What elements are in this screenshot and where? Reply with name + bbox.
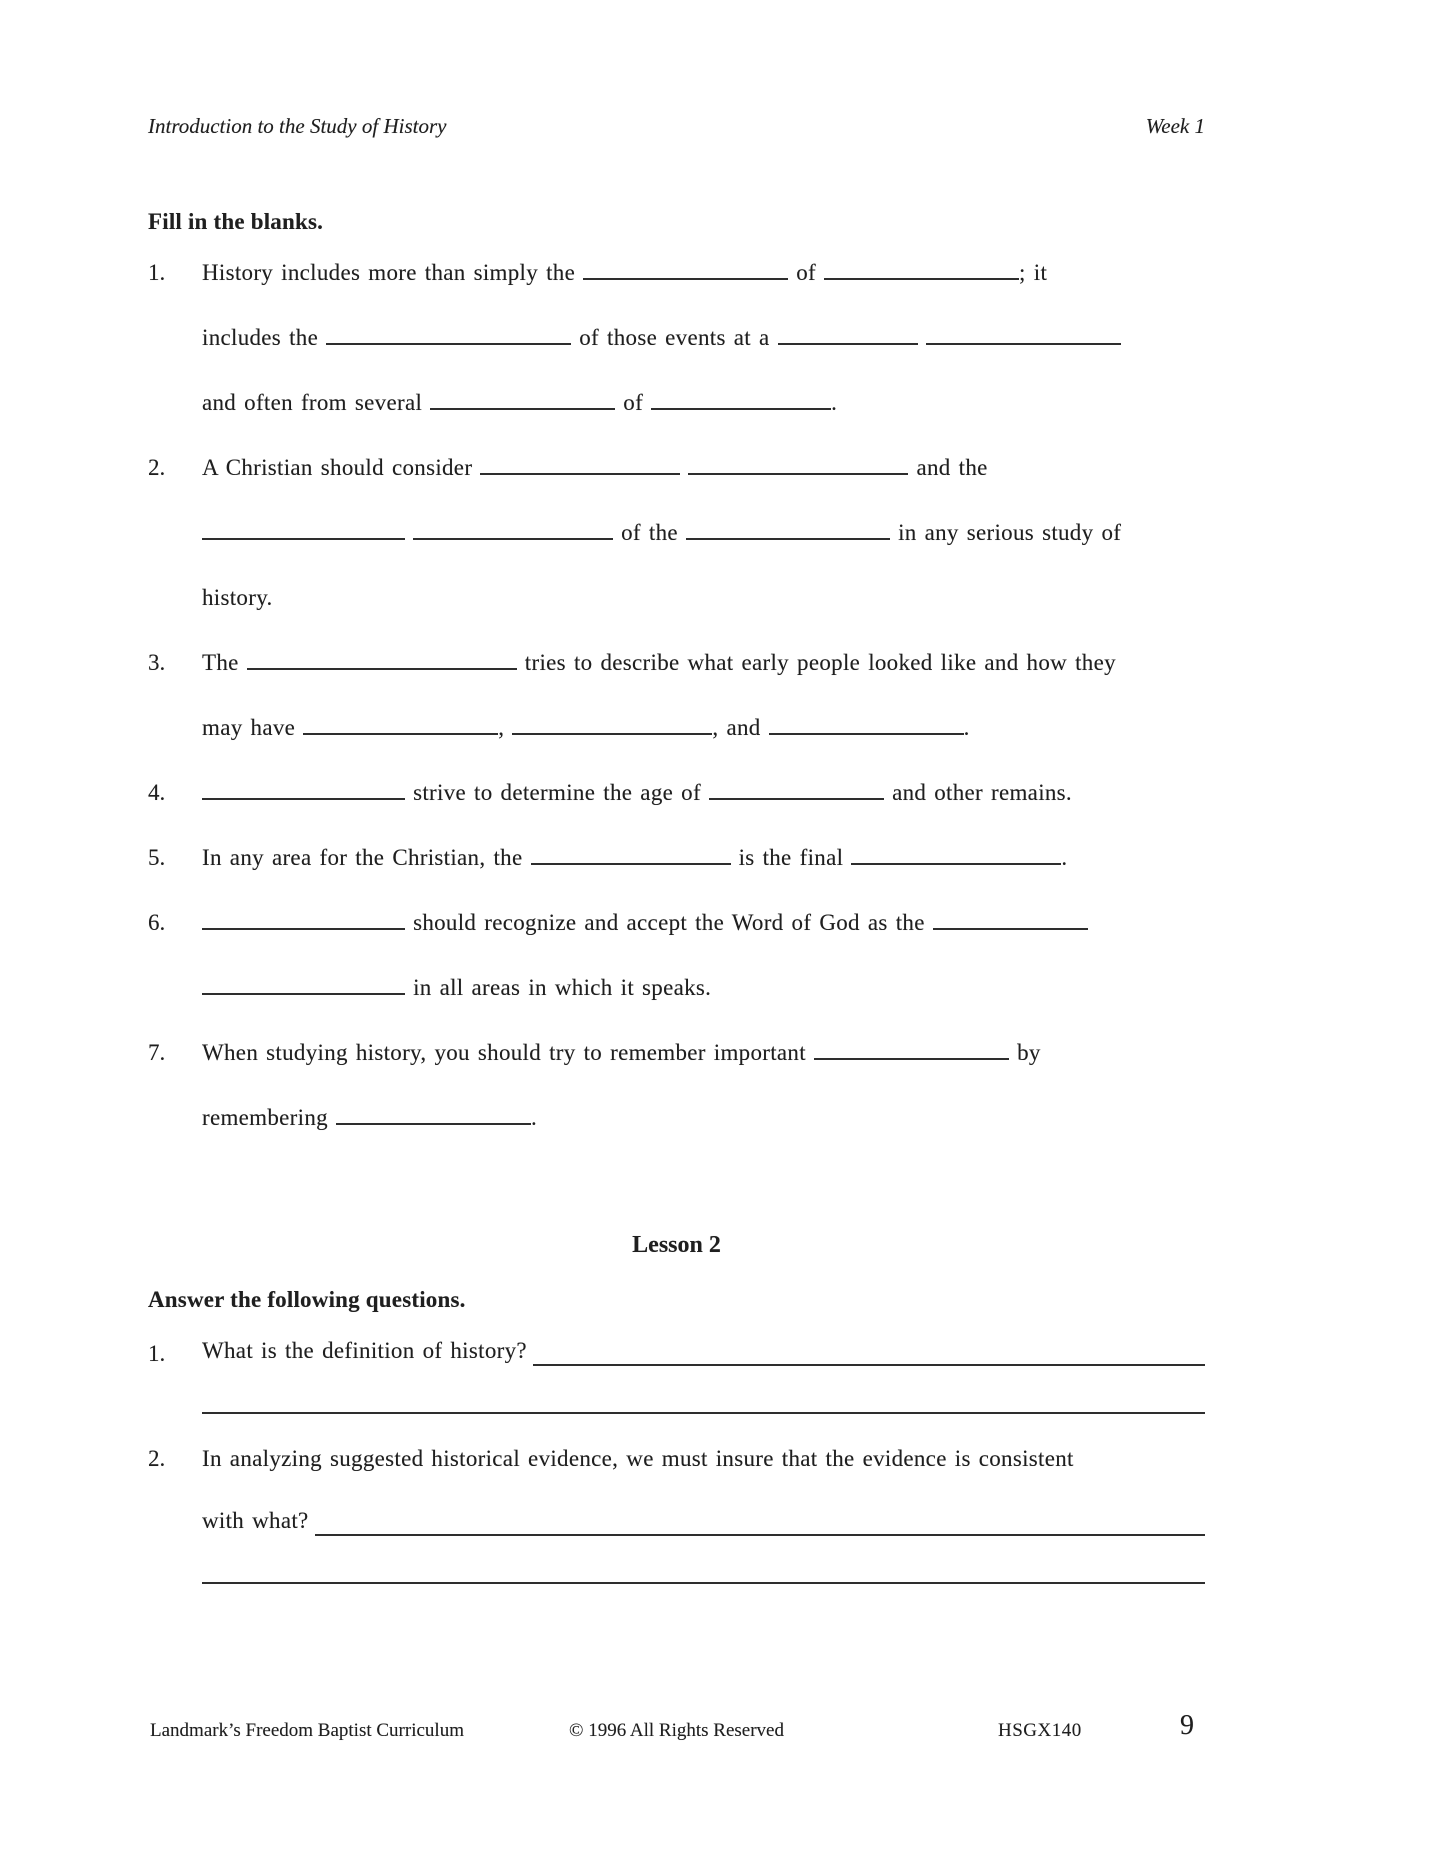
question-text: When studying history, you should try to remember important <box>202 1040 806 1065</box>
fill-in-blank <box>202 967 405 995</box>
fill-in-questions <box>148 240 1205 1150</box>
question-text: , <box>498 715 505 740</box>
page-number: 9 <box>1180 1710 1194 1741</box>
question-number: 7. <box>148 1040 166 1065</box>
question <box>148 435 1205 630</box>
question-line <box>202 630 1205 695</box>
question-text: tries to describe what early people looked like and how they <box>524 650 1116 675</box>
question <box>148 825 1205 890</box>
question-text: In analyzing suggested historical evidence, we must insure that the evidence is consistent <box>202 1446 1074 1471</box>
question-text: . <box>1061 845 1068 870</box>
fill-in-blank <box>430 382 615 410</box>
page-content <box>148 0 1205 1584</box>
question-text: History includes more than simply the <box>202 260 576 285</box>
answer-questions <box>148 1321 1205 1584</box>
fill-in-blank <box>531 837 731 865</box>
question <box>148 890 1205 1020</box>
fill-in-blank <box>512 707 712 735</box>
question-text: A Christian should consider <box>202 455 473 480</box>
question <box>148 630 1205 760</box>
copyright: © 1996 All Rights Reserved <box>569 1720 784 1741</box>
question-number: 1. <box>148 260 166 285</box>
fill-in-blank <box>303 707 498 735</box>
fill-in-blank <box>480 447 680 475</box>
question-line <box>202 370 1205 435</box>
lesson-title: Lesson 2 <box>632 1232 721 1258</box>
page-footer <box>148 1712 1205 1756</box>
question <box>148 1020 1205 1150</box>
question-text: strive to determine the age of <box>413 780 701 805</box>
question-line <box>202 565 1205 630</box>
fill-in-instruction: Fill in the blanks. <box>148 209 324 234</box>
question-text: by <box>1017 1040 1041 1065</box>
fill-in-blank <box>202 902 405 930</box>
question-text: . <box>963 715 970 740</box>
question-text: includes the <box>202 325 319 350</box>
question-text: . <box>530 1105 538 1130</box>
fill-in-blank <box>651 382 831 410</box>
question-text: in all areas in which it speaks. <box>413 975 712 1000</box>
question-text: The <box>202 650 239 675</box>
question-line <box>202 1321 1205 1386</box>
question-text: should recognize and accept the Word of God as the <box>413 910 925 935</box>
answer-line <box>202 1412 1205 1414</box>
fill-in-blank <box>851 837 1061 865</box>
question-line <box>202 955 1205 1020</box>
fill-in-blank <box>709 772 884 800</box>
question <box>148 1321 1205 1386</box>
question-text: and the <box>916 455 988 480</box>
question-text: , and <box>712 715 761 740</box>
fill-in-blank <box>413 512 613 540</box>
fill-in-blank <box>824 252 1019 280</box>
question-line <box>202 825 1205 890</box>
fill-in-blank <box>533 1338 1205 1366</box>
product-code: HSGX140 <box>998 1720 1082 1741</box>
question-text: remembering <box>202 1105 328 1130</box>
question-text: In any area for the Christian, the <box>202 845 523 870</box>
fill-in-blank <box>202 512 405 540</box>
question-text: of <box>796 260 816 285</box>
question-line <box>202 1085 1205 1150</box>
fill-in-blank <box>315 1508 1205 1536</box>
question-text: is the final <box>738 845 844 870</box>
question-text: and other remains. <box>892 780 1072 805</box>
question-text: history. <box>202 585 273 610</box>
fill-in-blank <box>769 707 964 735</box>
question-number: 4. <box>148 780 166 805</box>
fill-in-blank <box>933 902 1088 930</box>
fill-in-blank <box>247 642 517 670</box>
question-line <box>202 240 1205 305</box>
fill-in-blank <box>326 317 571 345</box>
fill-in-blank <box>926 317 1121 345</box>
question-line <box>202 500 1205 565</box>
question-line <box>202 695 1205 760</box>
question-line <box>202 890 1205 955</box>
question-text: of <box>623 390 644 415</box>
fill-in-blank <box>688 447 908 475</box>
question-text: of those events at a <box>579 325 770 350</box>
fill-in-blank <box>778 317 918 345</box>
question-text: ; it <box>1019 260 1048 285</box>
fill-in-blank <box>686 512 890 540</box>
week-label: Week 1 <box>1145 114 1205 138</box>
question-line <box>202 435 1205 500</box>
question-text: . <box>831 390 838 415</box>
question-number: 2. <box>148 455 166 480</box>
fill-in-blank <box>814 1032 1009 1060</box>
publisher: Landmark’s Freedom Baptist Curriculum <box>150 1720 464 1741</box>
question-line <box>202 1426 1205 1491</box>
question-number: 2. <box>148 1446 166 1471</box>
question-line <box>202 1020 1205 1085</box>
question-number: 5. <box>148 845 166 870</box>
question-number: 1. <box>148 1341 166 1366</box>
question <box>148 1426 1205 1556</box>
question-text: What is the definition of history? <box>202 1338 527 1363</box>
question-number: 6. <box>148 910 166 935</box>
question-text: and often from several <box>202 390 423 415</box>
question-line <box>202 1491 1205 1556</box>
page-header <box>148 112 1205 140</box>
question <box>148 760 1205 825</box>
question-text: with what? <box>202 1508 309 1533</box>
answer-line <box>202 1582 1205 1584</box>
question-text: of the <box>621 520 678 545</box>
question-line <box>202 305 1205 370</box>
answer-instruction: Answer the following questions. <box>148 1287 466 1312</box>
question-line <box>202 760 1205 825</box>
question <box>148 240 1205 435</box>
fill-in-blank <box>583 252 788 280</box>
fill-in-blank <box>336 1097 531 1125</box>
fill-in-blank <box>202 772 405 800</box>
question-text: may have <box>202 715 296 740</box>
course-title: Introduction to the Study of History <box>148 114 447 138</box>
question-text: in any serious study of <box>898 520 1122 545</box>
question-number: 3. <box>148 650 166 675</box>
